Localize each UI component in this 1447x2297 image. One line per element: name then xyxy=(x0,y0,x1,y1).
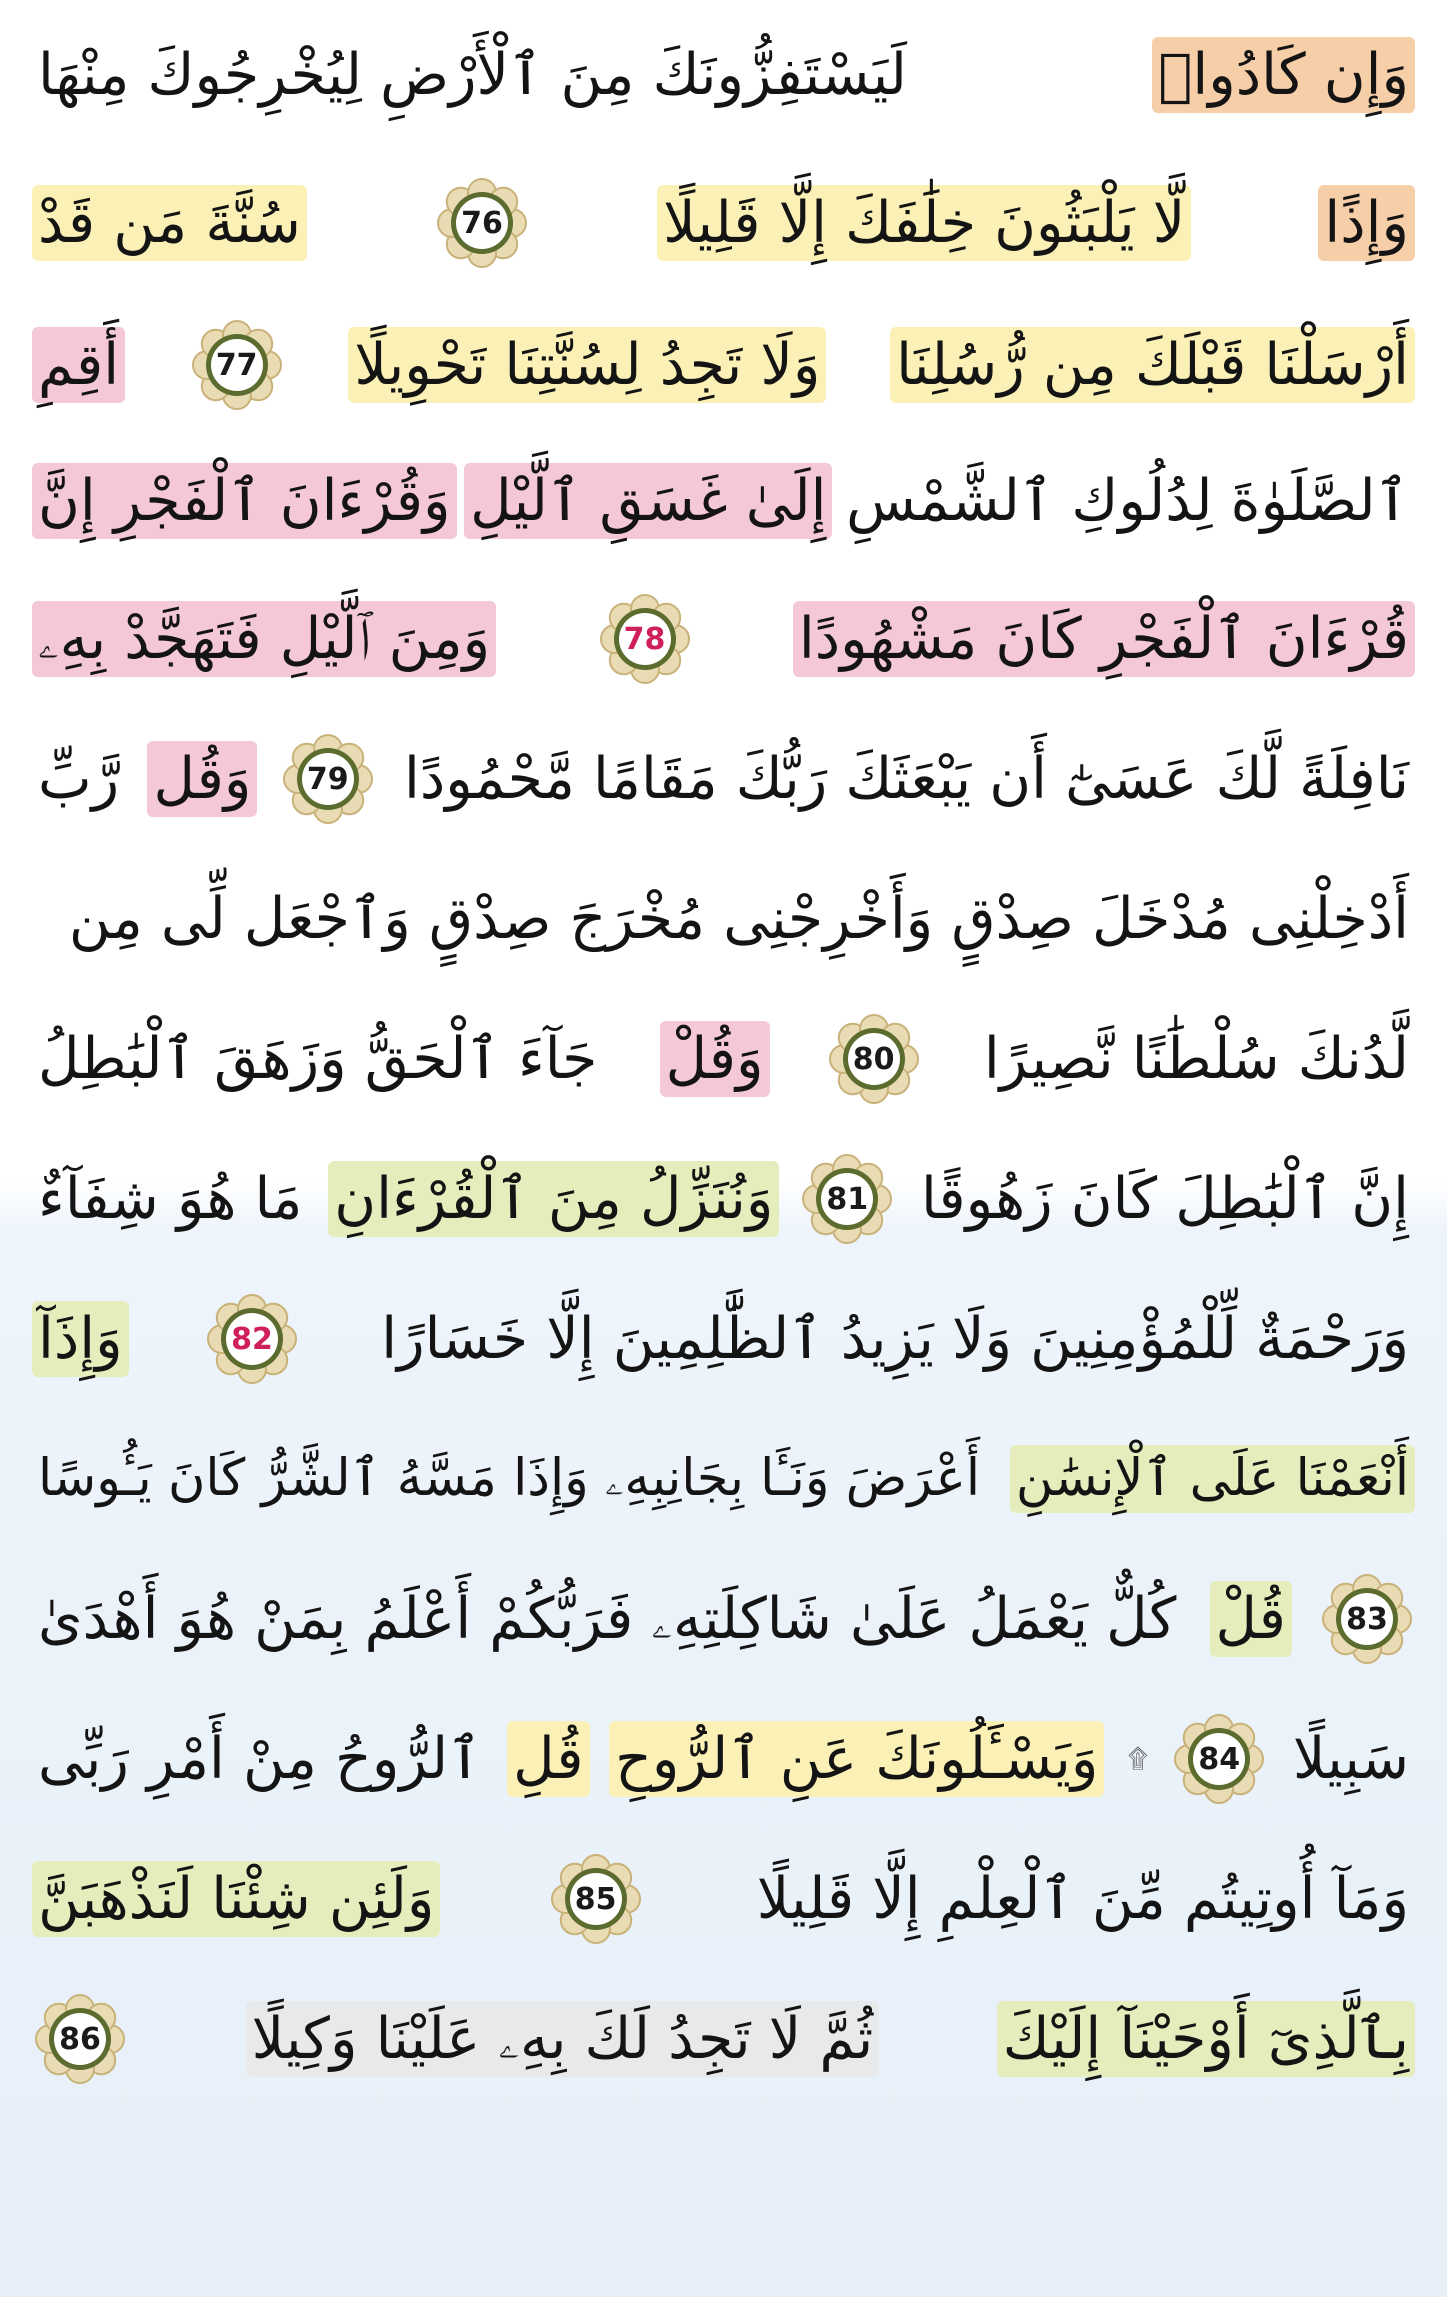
highlighted-verse-text: وَلَا تَجِدُ لِسُنَّتِنَا تَحْوِيلًا xyxy=(348,327,826,404)
highlighted-verse-text: وَإِن كَادُوا۟ xyxy=(1152,37,1415,114)
mushaf-line xyxy=(22,1136,1425,1262)
highlighted-verse-text: وَقُلْ xyxy=(660,1021,770,1098)
ayah-number: 82 xyxy=(231,1321,273,1357)
ayah-number-marker[interactable] xyxy=(280,731,376,827)
highlighted-verse-text: سُنَّةَ مَن قَدْ xyxy=(32,185,307,262)
verse-text: وَرَحْمَةٌ لِّلْمُؤْمِنِينَ وَلَا يَزِيدُ ٱلظَّٰلِمِينَ إِلَّا خَسَارًا xyxy=(381,1305,1409,1372)
mushaf-line xyxy=(22,716,1425,842)
ayah-number-marker[interactable] xyxy=(597,591,693,687)
highlighted-verse-text: وَإِذًا xyxy=(1318,185,1415,262)
mushaf-line xyxy=(22,1556,1425,1682)
ayah-number-marker[interactable] xyxy=(548,1851,644,1947)
ayah-number: 81 xyxy=(826,1181,869,1217)
mushaf-line xyxy=(22,160,1425,286)
mushaf-line xyxy=(22,12,1425,138)
ayah-number: 76 xyxy=(461,205,503,241)
verse-text: سَبِيلًا xyxy=(1292,1725,1409,1792)
ayah-number: 80 xyxy=(852,1041,895,1077)
highlighted-verse-text: أَنْعَمْنَا عَلَى ٱلْإِنسَٰنِ xyxy=(1010,1445,1415,1514)
highlighted-verse-text: وَنُنَزِّلُ مِنَ ٱلْقُرْءَانِ xyxy=(328,1161,779,1238)
mushaf-line xyxy=(22,1696,1425,1822)
mushaf-line xyxy=(22,1976,1425,2102)
ayah-number: 83 xyxy=(1346,1601,1388,1637)
ayah-number-marker[interactable] xyxy=(1171,1711,1267,1807)
mushaf-line xyxy=(22,1276,1425,1402)
ayah-number: 78 xyxy=(623,621,666,657)
sajdah-star-icon: ۩ xyxy=(1127,1743,1148,1774)
highlighted-verse-text: لَّا يَلْبَثُونَ خِلَٰفَكَ إِلَّا قَلِيلًا xyxy=(657,185,1191,262)
highlighted-verse-text: ثُمَّ لَا تَجِدُ لَكَ بِهِۦ عَلَيْنَا وَكِيلًا xyxy=(246,2001,880,2078)
verse-text: وَمَآ أُوتِيتُم مِّنَ ٱلْعِلْمِ إِلَّا قَلِيلًا xyxy=(756,1865,1409,1932)
highlighted-verse-text: إِلَىٰ غَسَقِ ٱلَّيْلِ xyxy=(464,463,832,540)
verse-text: مَا هُوَ شِفَآءٌ xyxy=(38,1165,303,1232)
verse-text: لَّدُنكَ سُلْطَٰنًا نَّصِيرًا xyxy=(983,1025,1409,1092)
verse-text: إِنَّ ٱلْبَٰطِلَ كَانَ زَهُوقًا xyxy=(921,1165,1409,1232)
ayah-number: 86 xyxy=(59,2021,101,2057)
ayah-number-marker[interactable] xyxy=(204,1291,300,1387)
mushaf-line xyxy=(22,1836,1425,1962)
highlighted-verse-text: أَرْسَلْنَا قَبْلَكَ مِن رُّسُلِنَا xyxy=(890,327,1415,404)
ayah-number-marker[interactable] xyxy=(1319,1571,1415,1667)
highlighted-verse-text: قُلِ xyxy=(507,1721,589,1798)
ayah-number-marker[interactable] xyxy=(434,175,530,271)
ayah-number: 77 xyxy=(215,347,258,383)
ayah-number-marker[interactable] xyxy=(799,1151,895,1247)
verse-text: لَيَسْتَفِزُّونَكَ مِنَ ٱلْأَرْضِ لِيُخْرِجُوكَ مِنْهَا xyxy=(38,41,907,108)
highlighted-verse-text: وَإِذَآ xyxy=(32,1301,129,1378)
highlighted-verse-text: بِٱلَّذِىٓ أَوْحَيْنَآ إِلَيْكَ xyxy=(997,2001,1415,2078)
verse-text: ٱلرُّوحُ مِنْ أَمْرِ رَبِّى xyxy=(38,1725,482,1792)
highlighted-verse-text: وَلَئِن شِئْنَا لَنَذْهَبَنَّ xyxy=(32,1861,440,1938)
ayah-number-marker[interactable] xyxy=(32,1991,128,2087)
verse-text: جَآءَ ٱلْحَقُّ وَزَهَقَ ٱلْبَٰطِلُ xyxy=(38,1025,598,1092)
highlighted-verse-text: قُرْءَانَ ٱلْفَجْرِ كَانَ مَشْهُودًا xyxy=(793,601,1415,678)
highlighted-verse-text: أَقِمِ xyxy=(32,327,125,404)
mushaf-line xyxy=(22,1416,1425,1542)
mushaf-line xyxy=(22,438,1425,564)
mushaf-line xyxy=(22,576,1425,702)
mushaf-line xyxy=(22,856,1425,982)
verse-text: أَعْرَضَ وَنَـَٔا بِجَانِبِهِۦ وَإِذَا مَسَّهُ ٱلشَّرُّ كَانَ يَـُٔوسًا xyxy=(38,1448,981,1508)
highlighted-verse-text: وَيَسْـَٔلُونَكَ عَنِ ٱلرُّوحِ xyxy=(609,1721,1104,1798)
highlighted-verse-text: قُلْ xyxy=(1210,1581,1292,1658)
verse-text: كُلٌّ يَعْمَلُ عَلَىٰ شَاكِلَتِهِۦ فَرَبُّكُمْ أَعْلَمُ بِمَنْ هُوَ أَهْدَىٰ xyxy=(38,1585,1177,1652)
verse-text: رَّبِّ xyxy=(38,745,120,812)
ayah-number: 79 xyxy=(306,761,349,797)
highlighted-verse-text: وَقُرْءَانَ ٱلْفَجْرِ إِنَّ xyxy=(32,463,457,540)
highlighted-verse-text: وَقُل xyxy=(147,741,257,818)
ayah-number: 84 xyxy=(1198,1741,1241,1777)
ayah-number-marker[interactable] xyxy=(826,1011,922,1107)
ayah-number: 85 xyxy=(574,1881,617,1917)
verse-text: أَدْخِلْنِى مُدْخَلَ صِدْقٍ وَأَخْرِجْنِى مُخْرَجَ صِدْقٍ وَٱجْعَل لِّى مِن xyxy=(68,885,1409,952)
mushaf-line xyxy=(22,302,1425,428)
mushaf-line xyxy=(22,996,1425,1122)
ayah-number-marker[interactable] xyxy=(189,317,285,413)
verse-text: ٱلصَّلَوٰةَ لِدُلُوكِ ٱلشَّمْسِ xyxy=(846,467,1409,534)
verse-text: نَافِلَةً لَّكَ عَسَىٰٓ أَن يَبْعَثَكَ رَبُّكَ مَقَامًا مَّحْمُودًا xyxy=(403,745,1409,812)
highlighted-verse-text: وَمِنَ ٱلَّيْلِ فَتَهَجَّدْ بِهِۦ xyxy=(32,601,496,678)
